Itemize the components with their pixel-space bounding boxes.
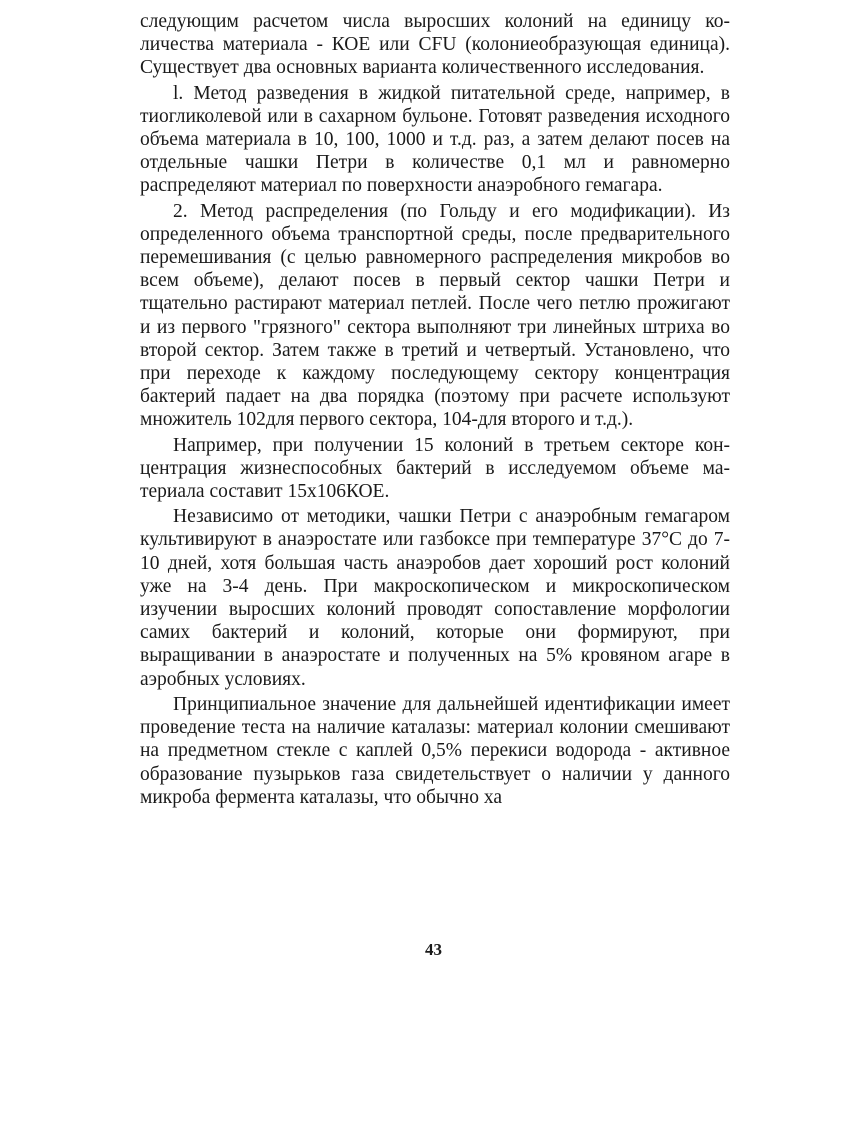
body-text: [140, 10, 730, 811]
paragraph-cultivation: Независимо от методики, чашки Петри с анаэробным гемагаром культивируют в анаэростате или газбоксе при температуре 37°С до 7-10 дней, хотя большая часть анаэробов дает хороший рост колоний уже на 3-4 день. При макроскопическом и микроскопическом изучении выросших колоний проводят сопоставление морфологии самих бактерий и колоний, которые они формируют, при выращивании в анаэростате и полученных на 5% кровяном агаре в аэробных условиях.: [140, 506, 730, 690]
paragraph-example: Например, при получении 15 колоний в третьем секторе концентрация жизнеспособных бактерий в исследуемом объеме материала составит 15x106КОЕ.: [140, 434, 730, 503]
paragraph-method-dilution: l. Метод разведения в жидкой питательной среде, например, в тиогликолевой или в сахарном бульоне. Готовят разведения исходного объема материала в 10, 100, 1000 и т.д. раз, а затем делают посев на отдельные чашки Петри в количестве 0,1 мл и равномерно распределяют материал по поверхности анаэробного гемагара.: [140, 82, 730, 197]
paragraph-continuation: следующим расчетом числа выросших колоний на единицу количества материала - КОЕ или CFU (колониеобразующая единица). Существует два основных варианта количественного исследования.: [140, 11, 730, 79]
paragraph-method-distribution: 2. Метод распределения (по Гольду и его модификации). Из определенного объема транспортной среды, после предварительного перемешивания (с целью равномерного распределения микробов во всем объеме), делают посев в первый сектор чашки Петри и тщательно растирают материал петлей. После чего петлю прожигают и из первого "грязного" сектора выполняют три линейных штриха во второй сектор. Затем также в третий и четвертый. Установлено, что при переходе к каждому последующему сектору концентрация бактерий падает на два порядка (поэтому при расчете используют множитель 102для первого сектора, 104-для второго и т.д.).: [140, 200, 730, 431]
page-number: 43: [425, 940, 442, 959]
paragraph-catalase-test: Принципиальное значение для дальнейшей идентификации имеет проведение теста на наличие каталазы: материал колонии смешивают на предметном стекле с каплей 0,5% перекиси водорода - активное образование пузырьков газа свидетельствует о наличии у данного микроба фермента каталазы, что обычно ха: [140, 693, 730, 808]
